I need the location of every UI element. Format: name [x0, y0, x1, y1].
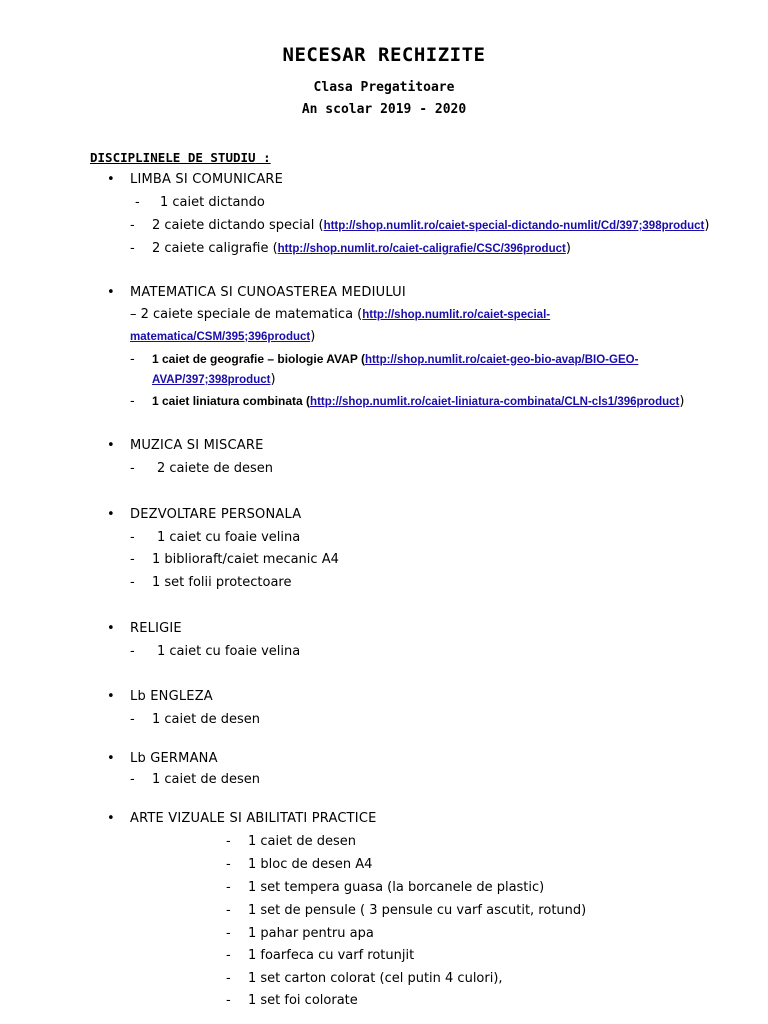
list-item: 1 set foi colorate [248, 993, 358, 1008]
dash: - [226, 993, 231, 1008]
dash: - [226, 834, 231, 849]
class-subtitle: Clasa Pregatitoare [313, 80, 455, 95]
dash: - [226, 971, 231, 986]
dash: - [130, 772, 135, 787]
bullet: • [107, 285, 115, 300]
dash: - [226, 880, 231, 895]
dash: - [130, 241, 135, 256]
list-item: 1 caiet de desen [152, 712, 260, 727]
list-item: 1 biblioraft/caiet mecanic A4 [152, 552, 339, 567]
product-link[interactable]: http://shop.numlit.ro/caiet-liniatura-combinata/CLN-cls1/396product [310, 396, 680, 408]
list-item: 1 set de pensule ( 3 pensule cu varf ascutit, rotund) [248, 903, 587, 918]
list-item: 1 pahar pentru apa [248, 926, 374, 941]
product-link[interactable]: matematica/CSM/395;396product [130, 331, 311, 343]
list-item: 1 caiet liniatura combinata (http://shop.numlit.ro/caiet-liniatura-combinata/CLN-cls1/396product) [152, 394, 685, 409]
list-item: 2 caiete dictando special (http://shop.numlit.ro/caiet-special-dictando-numlit/Cd/397;398product) [152, 218, 710, 233]
product-link[interactable]: http://shop.numlit.ro/caiet-special- [362, 309, 551, 321]
dash: - [130, 644, 135, 659]
dash: - [130, 352, 135, 367]
bullet: • [107, 438, 115, 453]
category-limba-si-comunicare: LIMBA SI COMUNICARE [130, 172, 284, 187]
list-item: 1 set carton colorat (cel putin 4 culori), [248, 971, 503, 986]
dash: - [130, 461, 135, 476]
dash: - [130, 712, 135, 727]
list-item: 1 caiet de geografie – biologie AVAP (http://shop.numlit.ro/caiet-geo-bio-avap/BIO-GEO- [152, 352, 639, 366]
bullet: • [107, 811, 115, 826]
school-year: An scolar 2019 - 2020 [301, 102, 467, 117]
list-item: 1 caiet dictando [160, 195, 265, 210]
dash: - [130, 218, 135, 233]
dash: - [226, 926, 231, 941]
dash: - [130, 575, 135, 590]
dash: - [130, 530, 135, 545]
category-germana: Lb GERMANA [130, 751, 218, 766]
list-item: 1 set folii protectoare [152, 575, 292, 590]
category-dezvoltare-personala: DEZVOLTARE PERSONALA [130, 507, 302, 522]
dash: - [226, 948, 231, 963]
category-arte-vizuale: ARTE VIZUALE SI ABILITATI PRACTICE [130, 811, 377, 826]
list-item: 1 caiet de desen [152, 772, 260, 787]
list-item: 1 set tempera guasa (la borcanele de plastic) [248, 880, 545, 895]
list-item: 1 caiet de desen [248, 834, 356, 849]
category-muzica: MUZICA SI MISCARE [130, 438, 264, 453]
list-item: 2 caiete caligrafie (http://shop.numlit.ro/caiet-caligrafie/CSC/396product) [152, 241, 571, 256]
dash: - [226, 857, 231, 872]
list-item: 1 caiet cu foaie velina [157, 644, 301, 659]
list-item: – 2 caiete speciale de matematica (http://shop.numlit.ro/caiet-special- [130, 307, 551, 322]
product-link[interactable]: http://shop.numlit.ro/caiet-caligrafie/CSC/396product [277, 243, 566, 255]
category-religie: RELIGIE [130, 621, 182, 636]
product-link[interactable]: http://shop.numlit.ro/caiet-special-dictando-numlit/Cd/397;398product [323, 220, 705, 232]
category-engleza: Lb ENGLEZA [130, 689, 213, 704]
list-item: 1 bloc de desen A4 [248, 857, 373, 872]
category-matematica: MATEMATICA SI CUNOASTEREA MEDIULUI [130, 285, 406, 300]
dash: - [130, 394, 135, 409]
bullet: • [107, 689, 115, 704]
bullet: • [107, 621, 115, 636]
section-heading: DISCIPLINELE DE STUDIU : [90, 150, 271, 165]
dash: - [130, 552, 135, 567]
bullet: • [107, 172, 115, 187]
document-title: NECESAR RECHIZITE [282, 44, 486, 66]
dash: - [226, 903, 231, 918]
product-link[interactable]: AVAP/397;398product [152, 374, 271, 386]
list-item: 1 caiet cu foaie velina [157, 530, 301, 545]
dash: - [135, 195, 140, 210]
product-link[interactable]: http://shop.numlit.ro/caiet-geo-bio-avap/BIO-GEO- [364, 354, 639, 366]
list-item: 1 foarfeca cu varf rotunjit [248, 948, 415, 963]
list-item: 2 caiete de desen [157, 461, 273, 476]
list-item-continuation: matematica/CSM/395;396product) [130, 329, 316, 344]
list-item-continuation: AVAP/397;398product) [152, 372, 276, 387]
bullet: • [107, 507, 115, 522]
bullet: • [107, 751, 115, 766]
